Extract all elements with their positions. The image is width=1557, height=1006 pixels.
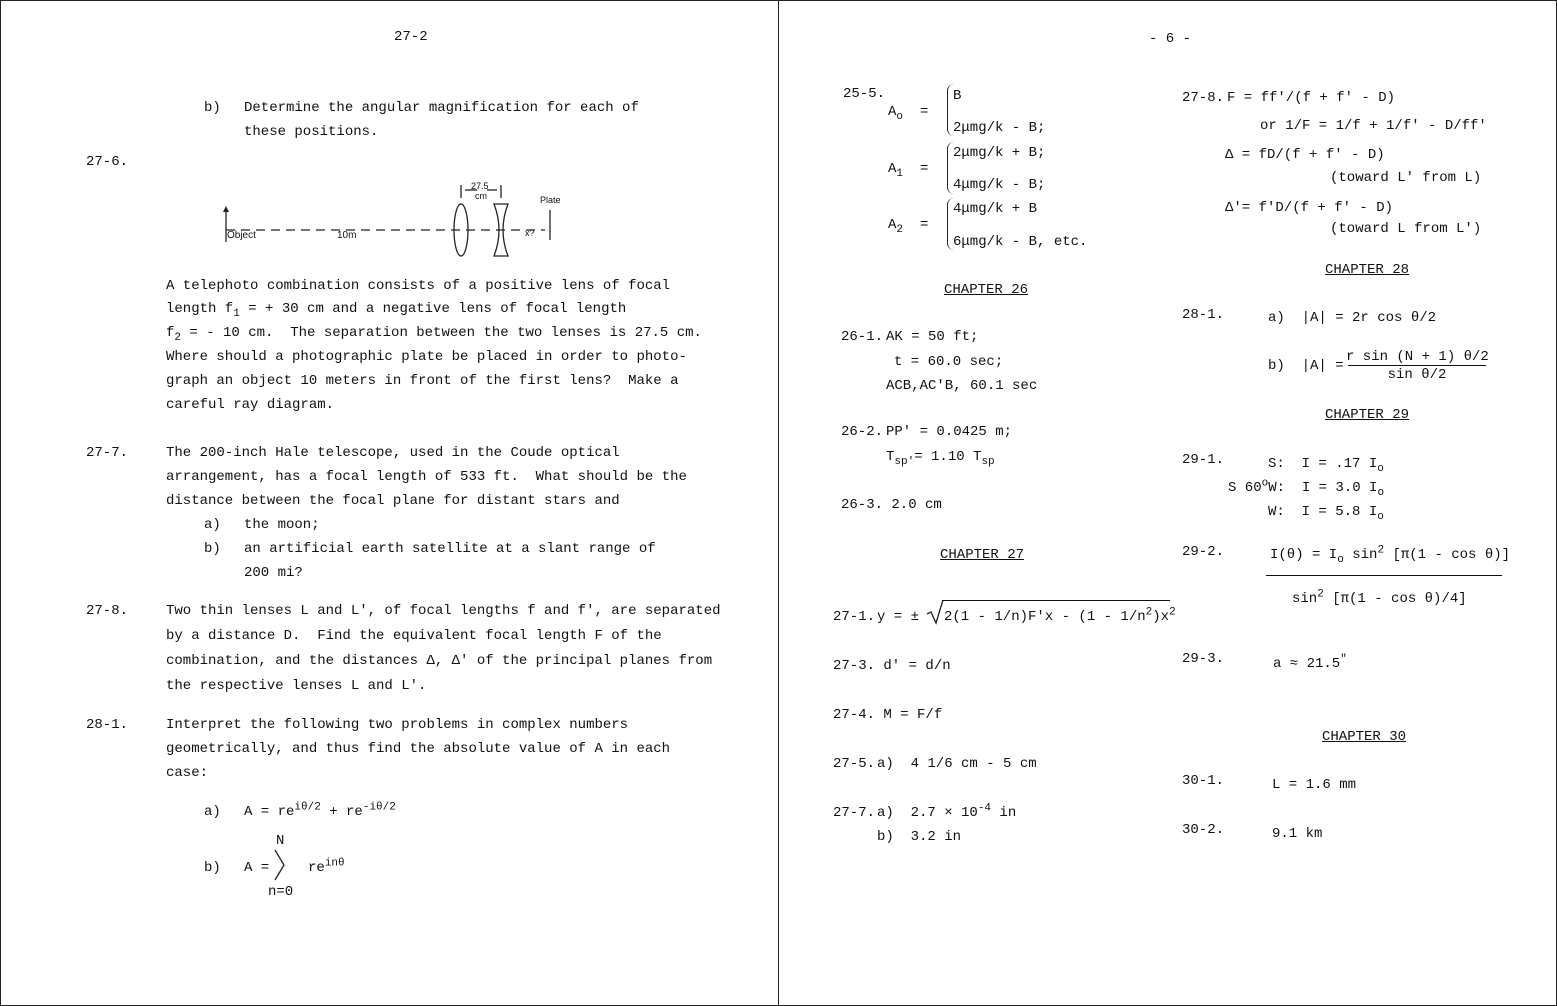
a0-symbol: $A_o$: [888, 104, 904, 123]
problem-27-6-number: 27-6.: [86, 154, 129, 170]
a2-equals: =: [920, 217, 929, 233]
answer-30-1-value: L = 1.6 mm: [1272, 777, 1357, 793]
diagram-object-label: Object: [227, 230, 256, 241]
answer-26-1-line-3: ACB,AC'B, 60.1 sec: [886, 378, 1038, 394]
problem-27-6-line-3: $f_2$ = - 10 cm. The separation between the two lenses is 27.5 cm.: [166, 325, 702, 344]
chapter-27-heading: CHAPTER 27: [940, 547, 1025, 563]
diagram-distance-label: 10m: [337, 230, 357, 241]
part-b-line-1: Determine the angular magnification for each of: [244, 100, 639, 116]
answer-27-1-number: 27-1.: [833, 609, 876, 625]
answer-29-2-number: 29-2.: [1182, 544, 1225, 560]
diagram-plate-label: Plate: [540, 195, 561, 205]
answer-27-1-radicand: $2(1 - 1/n)F'x - (1 - 1/n^2)x^2$: [944, 606, 1176, 625]
answer-27-7-number: 27-7.: [833, 805, 876, 821]
problem-27-7-b-label: b): [204, 541, 221, 557]
answer-29-1-west: W: I = 5.8 $I_o$: [1268, 504, 1384, 523]
right-page-number: - 6 -: [1149, 31, 1192, 47]
problem-28-1-number: 28-1.: [86, 717, 129, 733]
answer-29-2-numerator: $I(\theta) = I_o$ $\sin^2 [\pi(1$ - cos θ)]: [1270, 544, 1511, 566]
answer-26-3: 26-3. 2.0 cm: [841, 497, 942, 513]
a2-symbol: $A_2$: [888, 217, 904, 236]
answer-27-7-b: b) 3.2 in: [877, 829, 962, 845]
answer-27-3: 27-3. d' = d/n: [833, 658, 951, 674]
diagram-separation-unit: cm: [475, 191, 487, 201]
problem-27-7-line-2: arrangement, has a focal length of 533 ft. What should be the: [166, 469, 687, 485]
problem-27-7-line-3: distance between the focal plane for distant stars and: [166, 493, 620, 509]
answer-26-1-number: 26-1.: [841, 329, 884, 345]
answer-29-2-fraction-bar: [1266, 575, 1502, 576]
answer-27-8-line-6: (toward L from L'): [1330, 221, 1482, 237]
a0-equals: =: [920, 104, 929, 120]
part-b-line-2: these positions.: [244, 124, 379, 140]
a2-top-case: 4μmg/k + B: [953, 201, 1038, 217]
problem-28-1-a-label: a): [204, 804, 221, 820]
problem-27-8-number: 27-8.: [86, 603, 129, 619]
problem-27-8-line-1: Two thin lenses L and L', of focal lengths f and f', are separated: [166, 603, 721, 619]
answer-27-8-number: 27-8.: [1182, 90, 1225, 106]
answer-28-1-number: 28-1.: [1182, 307, 1225, 323]
problem-27-7-number: 27-7.: [86, 445, 129, 461]
problem-28-1-b-label: b): [204, 860, 221, 876]
answer-26-1-line-1: AK = 50 ft;: [886, 329, 979, 345]
answer-29-3-number: 29-3.: [1182, 651, 1225, 667]
problem-28-1-b-term: $re^{in\theta}$: [308, 857, 345, 876]
answer-27-7-a: a) $2.7 \times 10^{-4}$ in: [877, 802, 1017, 821]
a1-top-case: 2μmg/k + B;: [953, 145, 1046, 161]
answer-28-1-b-lhs: b) |A| =: [1268, 358, 1344, 374]
answer-25-5-number: 25-5.: [843, 86, 886, 102]
problem-27-6-line-2: length $f_1$ = + 30 cm and a negative lens of focal length: [166, 301, 627, 320]
answer-28-1-a: a) |A| = 2r cos θ/2: [1268, 310, 1437, 326]
a0-top-case: B: [953, 88, 962, 104]
answer-29-3-value: a ≈ 21.5": [1273, 653, 1347, 672]
object-arrow-head: [223, 206, 229, 212]
problem-28-1-b-lhs: A =: [244, 860, 270, 876]
answer-28-1-b-numerator: r sin (N + 1) θ/2: [1346, 349, 1489, 365]
answer-30-2-number: 30-2.: [1182, 822, 1225, 838]
problem-27-7-a-label: a): [204, 517, 221, 533]
answer-27-8-line-4: (toward L' from L): [1330, 170, 1482, 186]
chapter-29-heading: CHAPTER 29: [1325, 407, 1410, 423]
a1-equals: =: [920, 161, 929, 177]
diagram-unknown-distance: x?: [525, 228, 535, 238]
problem-28-1-line-2: geometrically, and thus find the absolute value of A in each: [166, 741, 671, 757]
page-divider: [778, 0, 779, 1006]
chapter-28-heading: CHAPTER 28: [1325, 262, 1410, 278]
answer-26-1-line-2: t = 60.0 sec;: [894, 354, 1004, 370]
problem-27-7-a-text: the moon;: [244, 517, 320, 533]
answer-27-8-line-1: F = ff'/(f + f' - D): [1227, 90, 1396, 106]
answer-26-2-line-2: $T_{sp'}= 1.10$ $T_{sp}$: [886, 449, 995, 468]
answer-29-1-south: S: I = .17 $I_o$: [1268, 456, 1384, 475]
problem-27-8-line-3: combination, and the distances Δ, Δ' of the principal planes from: [166, 653, 713, 669]
problem-27-7-line-1: The 200-inch Hale telescope, used in the Coude optical: [166, 445, 620, 461]
problem-27-7-b-line-2: 200 mi?: [244, 565, 303, 581]
chapter-26-heading: CHAPTER 26: [944, 282, 1029, 298]
a1-symbol: $A_1$: [888, 161, 904, 180]
answer-30-2-value: 9.1 km: [1272, 826, 1323, 842]
a1-bottom-case: 4μmg/k - B;: [953, 177, 1046, 193]
answer-27-1-prefix: y = ±: [877, 609, 920, 625]
answer-27-4: 27-4. M = F/f: [833, 707, 943, 723]
summation-sign-icon: [272, 848, 288, 882]
answer-29-1-number: 29-1.: [1182, 452, 1225, 468]
chapter-30-heading: CHAPTER 30: [1322, 729, 1407, 745]
problem-28-1-line-3: case:: [166, 765, 209, 781]
problem-28-1-a-formula: $A = re^{i\theta/2} + re^{-i\theta/2}$: [244, 801, 396, 820]
answer-26-2-number: 26-2.: [841, 424, 884, 440]
answer-27-8-line-3: Δ = fD/(f + f' - D): [1225, 147, 1385, 163]
answer-29-2-denominator: $\sin^2 [\pi(1$ - cos θ)/4]: [1292, 588, 1467, 607]
answer-27-8-line-5: Δ'= f'D/(f + f' - D): [1225, 200, 1394, 216]
square-root-sign-icon: [926, 599, 944, 625]
answer-28-1-b-denominator: sin θ/2: [1387, 367, 1447, 383]
answer-30-1-number: 30-1.: [1182, 773, 1225, 789]
problem-27-7-b-line-1: an artificial earth satellite at a slant range of: [244, 541, 656, 557]
problem-27-8-line-4: the respective lenses L and L'.: [166, 678, 427, 694]
diagram-separation-value: 27.5: [471, 181, 489, 191]
problem-27-6-line-6: careful ray diagram.: [166, 397, 335, 413]
sum-lower-limit: n=0: [268, 884, 294, 900]
left-page-number: 27-2: [394, 29, 428, 45]
answer-29-1-southwest: S 60$^o$W: I = 3.0 $I_o$: [1228, 477, 1385, 499]
answer-26-2-line-1: PP' = 0.0425 m;: [886, 424, 1013, 440]
a0-bottom-case: 2μmg/k - B;: [953, 120, 1046, 136]
square-root-vinculum: [942, 600, 1170, 601]
answer-27-5-text: a) 4 1/6 cm - 5 cm: [877, 756, 1037, 772]
sum-upper-limit: N: [276, 833, 285, 849]
problem-27-8-line-2: by a distance D. Find the equivalent focal length F of the: [166, 628, 662, 644]
answer-27-8-line-2: or 1/F = 1/f + 1/f' - D/ff': [1260, 118, 1487, 134]
part-b-label: b): [204, 100, 221, 116]
problem-28-1-line-1: Interpret the following two problems in complex numbers: [166, 717, 629, 733]
problem-27-6-line-4: Where should a photographic plate be placed in order to photo-: [166, 349, 687, 365]
answer-27-5-number: 27-5.: [833, 756, 876, 772]
a2-bottom-case: 6μmg/k - B, etc.: [953, 234, 1088, 250]
problem-27-6-line-5: graph an object 10 meters in front of the first lens? Make a: [166, 373, 679, 389]
telephoto-diagram: [215, 180, 575, 260]
problem-27-6-line-1: A telephoto combination consists of a positive lens of focal: [166, 278, 671, 294]
